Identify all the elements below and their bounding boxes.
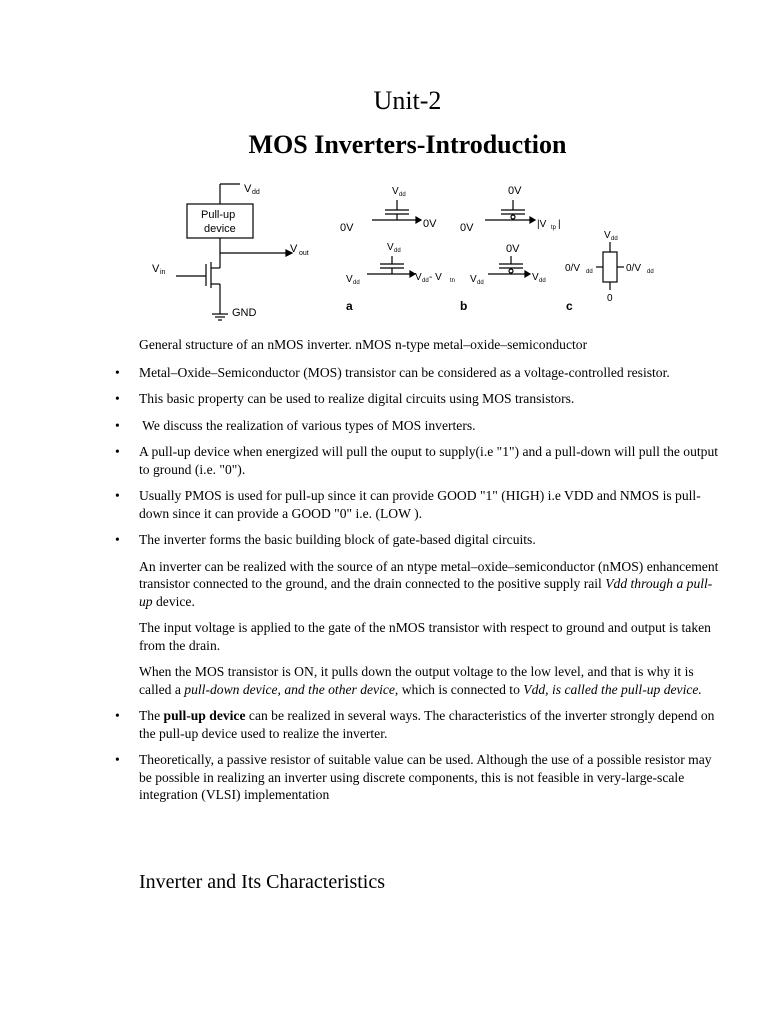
pullup-label-1: Pull-up	[201, 209, 236, 221]
vin-sub: in	[160, 269, 166, 276]
paragraph: When the MOS transistor is ON, it pulls down the output voltage to the low level, and that is why it is called a pull-down device, and the other device, which is connected to Vdd, is called the pull-up device.	[139, 664, 702, 697]
svg-text:V: V	[470, 274, 477, 285]
svg-text:dd: dd	[477, 280, 484, 286]
svg-text:V: V	[392, 186, 399, 197]
svg-text:V: V	[532, 272, 539, 283]
svg-text:dd: dd	[539, 278, 546, 284]
vout-sub: out	[299, 250, 309, 257]
svg-text:dd: dd	[399, 192, 406, 198]
gnd-label: GND	[232, 307, 257, 319]
paragraph: The input voltage is applied to the gate of the nMOS transistor with respect to ground and output is taken from the drain.	[139, 620, 711, 653]
label-b: b	[460, 299, 468, 313]
svg-text:dd: dd	[353, 280, 360, 286]
bullet-item: • Usually PMOS is used for pull-up since it can provide GOOD "1" (HIGH) i.e VDD and NMOS is pull-down since it can provide a GOOD "0" i.e. (LOW ).	[115, 488, 701, 521]
page-title: MOS Inverters-Introduction	[248, 130, 567, 159]
label-a: a	[346, 299, 353, 313]
svg-text:0V: 0V	[508, 185, 522, 197]
bullet-item: • The inverter forms the basic building block of gate-based digital circuits.	[115, 532, 536, 547]
svg-text:V: V	[346, 274, 353, 285]
vdd-sub: dd	[252, 189, 260, 196]
svg-text:dd: dd	[586, 269, 593, 275]
svg-text:- V: - V	[429, 272, 442, 283]
svg-text:0: 0	[607, 293, 613, 304]
switch-b	[460, 185, 561, 313]
bullet-item: • Metal–Oxide–Semiconductor (MOS) transistor can be considered as a voltage-controlled resistor.	[115, 364, 670, 380]
unit-heading: Unit-2	[373, 86, 442, 115]
svg-text:V: V	[387, 242, 394, 253]
switch-a	[340, 186, 455, 313]
svg-text:0/V: 0/V	[565, 263, 581, 274]
bullet-item: • This basic property can be used to realize digital circuits using MOS transistors.	[115, 391, 575, 406]
inverter-figure	[140, 172, 680, 322]
svg-text:dd: dd	[422, 278, 429, 284]
zero-v-label: 0V	[340, 222, 354, 234]
svg-text:V: V	[604, 230, 611, 241]
vout-label: V	[290, 243, 298, 255]
bullet-item: • Theoretically, a passive resistor of suitable value can be used. Although the use of a possible resistor may be possible in realizing an inverter using discrete components, this is not feasible in very-large-scale integration (VLSI) implementation	[115, 752, 712, 802]
svg-text:0/V: 0/V	[626, 263, 642, 274]
svg-text:dd: dd	[647, 269, 654, 275]
nmos-inverter-schematic	[152, 183, 309, 320]
svg-text:0V: 0V	[423, 218, 437, 230]
pullup-label-2: device	[204, 223, 236, 235]
svg-text:dd: dd	[611, 236, 618, 242]
switch-c	[565, 230, 654, 313]
figure-caption: General structure of an nMOS inverter. nMOS n-type metal–oxide–semiconductor	[139, 337, 588, 352]
svg-text:0V: 0V	[506, 243, 520, 255]
svg-text:tn: tn	[450, 278, 456, 284]
svg-text:|V: |V	[537, 219, 547, 230]
body-text	[0, 336, 768, 813]
bullet-item: • A pull-up device when energized will pull the ouput to supply(i.e "1") and a pull-down will pull the output to ground (i.e. "0").	[115, 444, 719, 477]
svg-text:0V: 0V	[460, 222, 474, 234]
paragraph: An inverter can be realized with the source of an ntype metal–oxide–semiconductor (nMOS) enhancement transistor connected to the ground, and the drain connected to the positive supply rail Vdd through a pull-up device.	[139, 558, 719, 609]
label-c: c	[566, 299, 573, 313]
bullet-item: • We discuss the realization of various types of MOS inverters.	[115, 417, 476, 433]
svg-text:|: |	[558, 219, 561, 230]
svg-text:tp: tp	[551, 225, 557, 231]
svg-text:dd: dd	[394, 248, 401, 254]
vin-label: V	[152, 263, 160, 275]
vdd-label: V	[244, 183, 252, 195]
bullet-item: • The pull-up device can be realized in several ways. The characteristics of the inverter strongly depend on the pull-up device used to realize the inverter.	[115, 708, 715, 741]
svg-text:V: V	[415, 272, 422, 283]
section-heading: Inverter and Its Characteristics	[139, 871, 386, 893]
